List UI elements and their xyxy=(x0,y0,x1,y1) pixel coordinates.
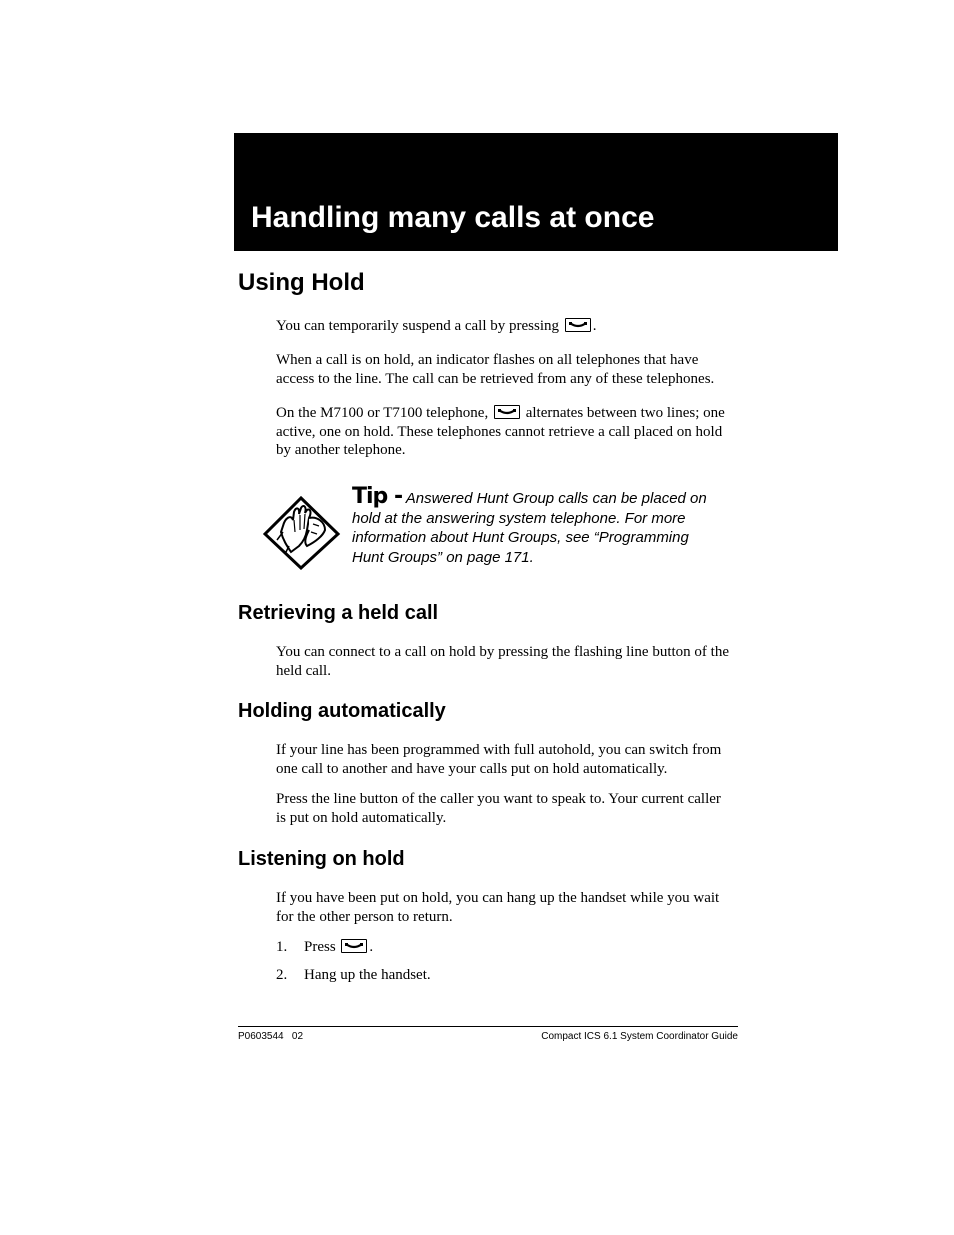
tip-label: Tip - xyxy=(352,484,403,509)
list-item: 2. Hang up the handset. xyxy=(276,967,431,983)
paragraph-listening: If you have been put on hold, you can hang up the handset while you wait for the other person to return. xyxy=(276,890,720,925)
hold-key-icon xyxy=(565,318,591,332)
tip-hand-icon xyxy=(263,496,341,575)
footer-doc-number: P0603544 02 xyxy=(238,1031,304,1042)
list-item: 1. Press . xyxy=(276,939,374,955)
paragraph-m7100: On the M7100 or T7100 telephone, alternates between two lines; one active, one on hold. These telephones cannot retrieve a call placed on hold by another telephone. xyxy=(276,405,725,458)
footer-guide-title: Compact ICS 6.1 System Coordinator Guide xyxy=(541,1031,738,1042)
tip-text: Tip - Answered Hunt Group calls can be placed on hold at the answering system telephone. For more information about Hunt Groups, see “Programming Hunt Groups” on page 171. xyxy=(352,484,707,566)
paragraph-suspend-call: You can temporarily suspend a call by pressing . xyxy=(276,318,597,334)
footer-rule xyxy=(238,1026,738,1027)
paragraph-autohold: If your line has been programmed with full autohold, you can switch from one call to another and have your calls put on hold automatically. xyxy=(276,742,722,777)
chapter-title: Handling many calls at once xyxy=(251,201,655,234)
chapter-banner xyxy=(234,133,838,251)
paragraph-retrieving: You can connect to a call on hold by pressing the flashing line button of the held call. xyxy=(276,644,729,679)
paragraph-line-button: Press the line button of the caller you want to speak to. Your current caller is put on hold automatically. xyxy=(276,791,721,826)
section-heading-using-hold: Using Hold xyxy=(238,269,365,296)
hold-key-icon xyxy=(341,939,367,953)
hold-key-icon xyxy=(494,405,520,419)
section-heading-listening: Listening on hold xyxy=(238,848,405,870)
paragraph-hold-indicator: When a call is on hold, an indicator flashes on all telephones that have access to the line. The call can be retrieved from any of these telephones. xyxy=(276,352,715,387)
section-heading-holding-automatically: Holding automatically xyxy=(238,700,446,722)
paragraph-text: You can temporarily suspend a call by pressing xyxy=(276,318,560,334)
section-heading-retrieving: Retrieving a held call xyxy=(238,602,439,624)
